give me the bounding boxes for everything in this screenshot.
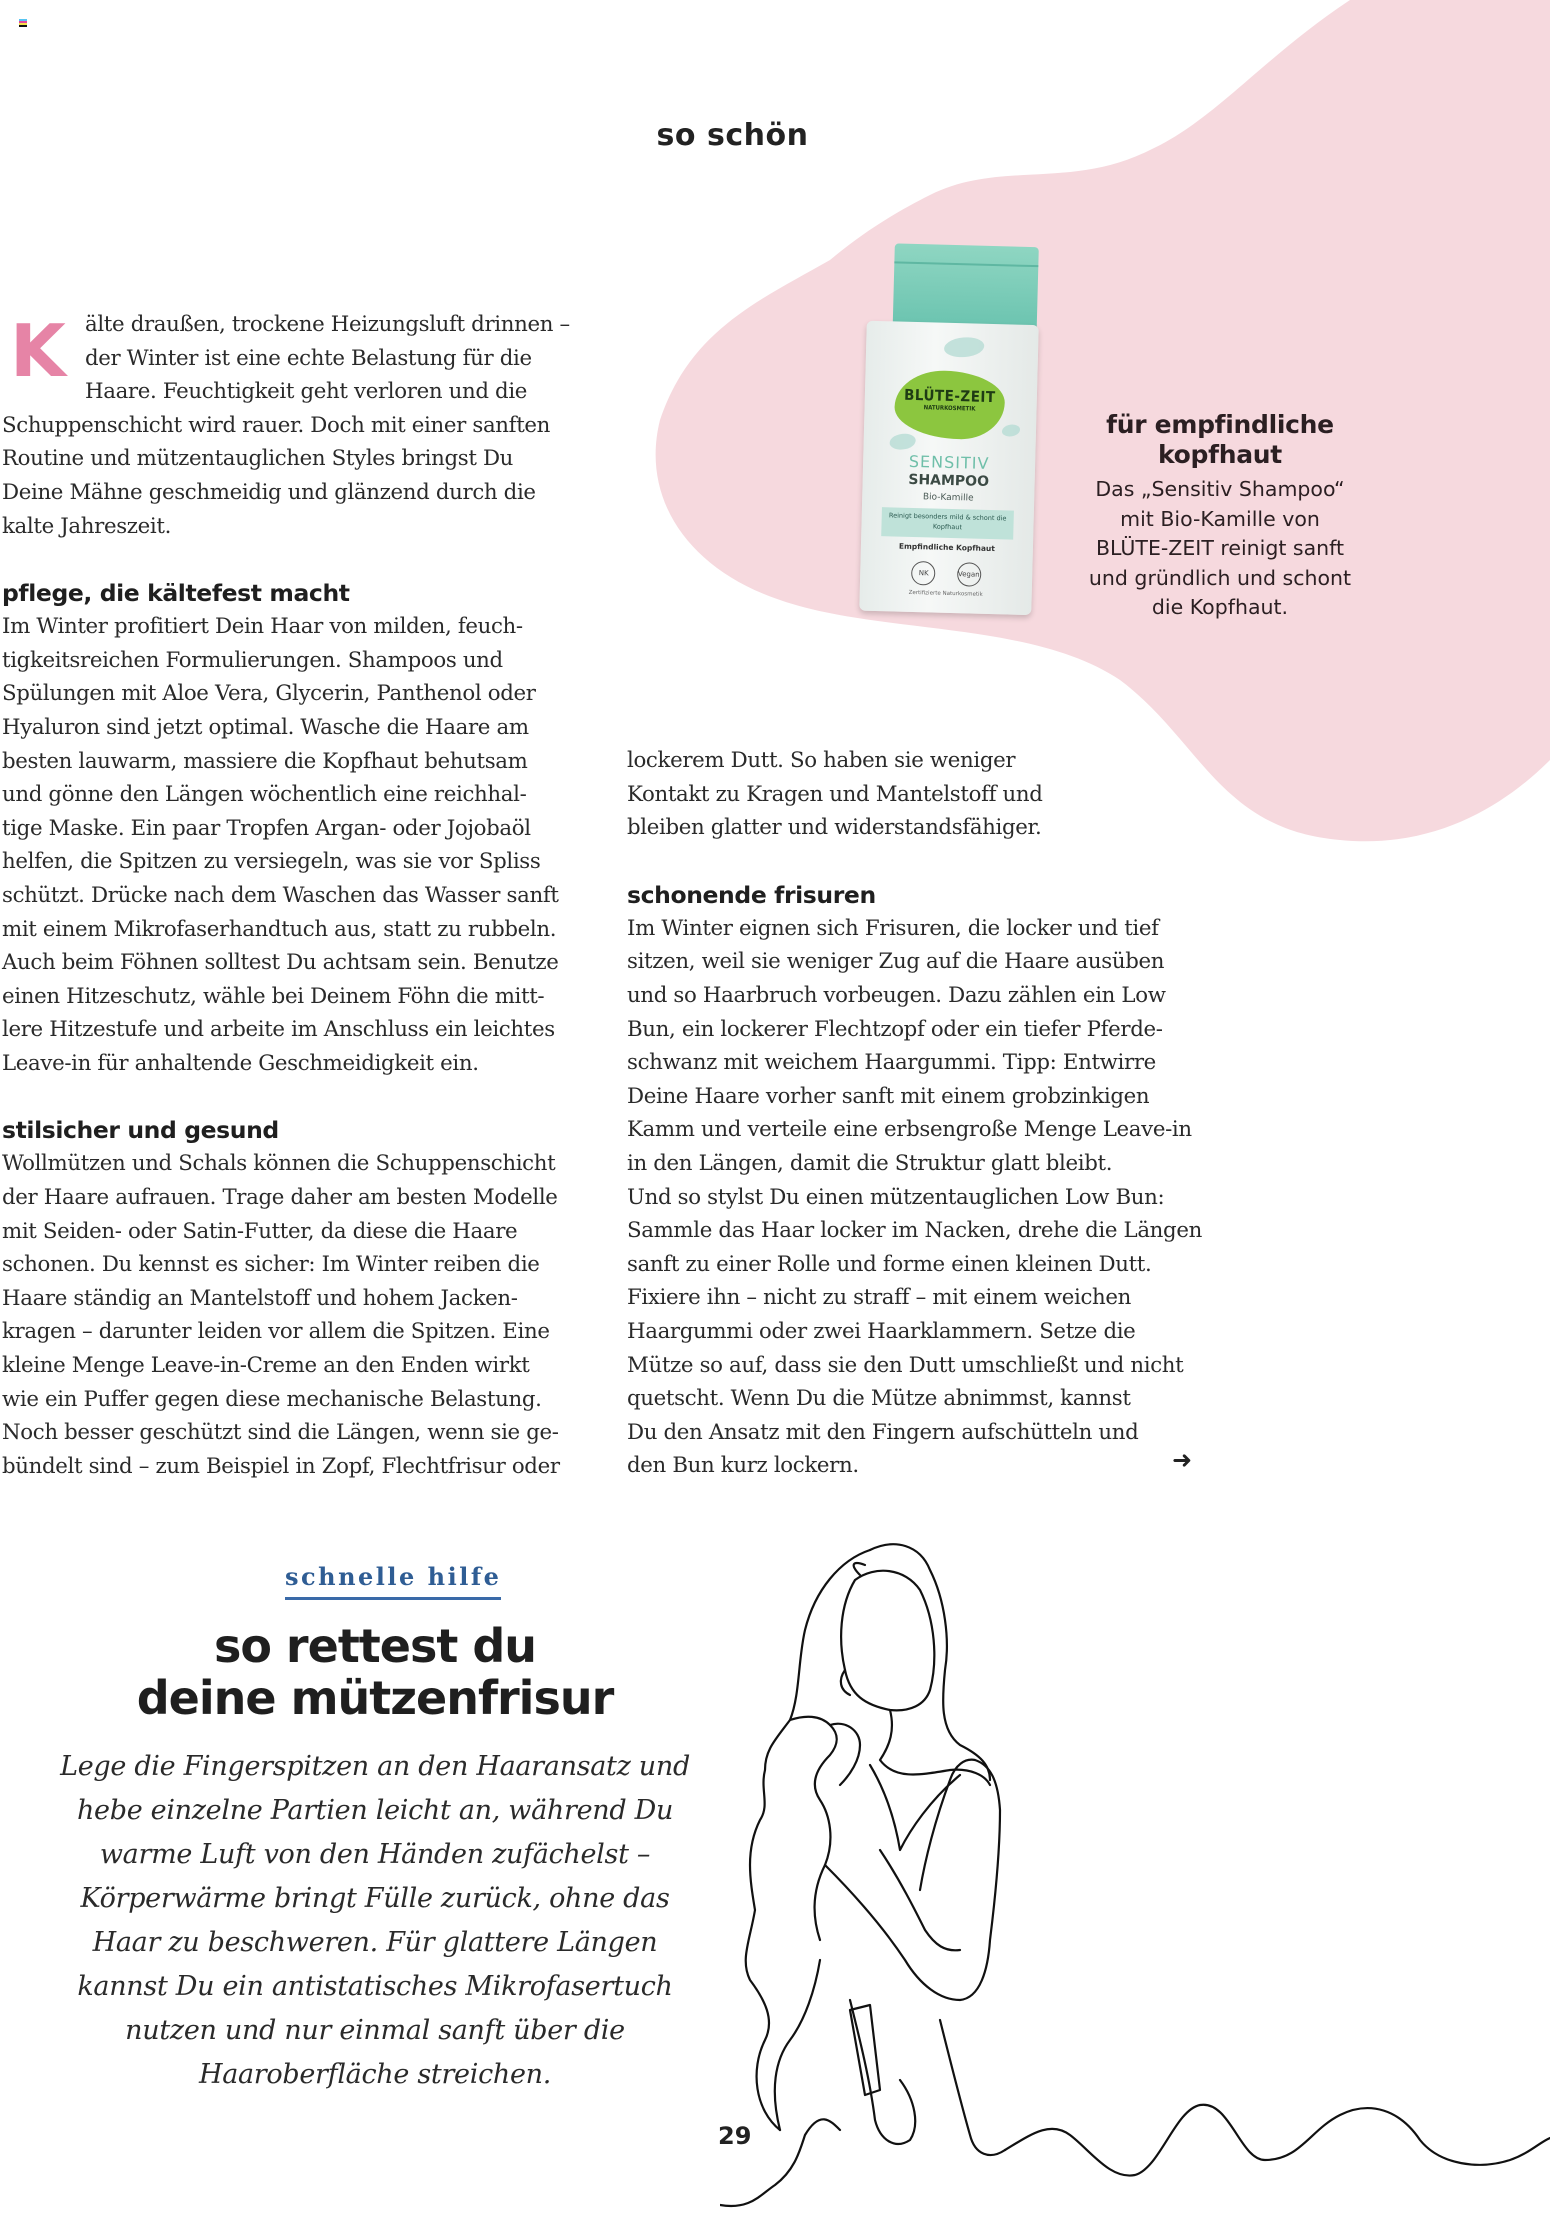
text-line: warme Luft von den Händen zufächelst –	[99, 1839, 651, 1870]
text-line: tigkeitsreichen Formulierungen. Shampoos und	[2, 647, 503, 673]
text-line: lere Hitzestufe und arbeite im Anschluss ein leichtes	[2, 1017, 555, 1043]
text-line: nutzen und nur einmal sanft über die	[125, 2015, 625, 2046]
text-line: in den Längen, damit die Struktur glatt bleibt.	[627, 1150, 1113, 1176]
text-line: Bun, ein lockerer Flechtzopf oder ein tiefer Pferde-	[627, 1016, 1163, 1042]
text-line: Kontakt zu Kragen und Mantelstoff und	[627, 781, 1043, 807]
text-line: Du den Ansatz mit den Fingern aufschütteln und	[627, 1419, 1139, 1445]
text-line: Kamm und verteile eine erbsengroße Menge Leave-in	[627, 1117, 1192, 1143]
section-paragraph	[2, 610, 592, 1080]
intro-paragraph	[2, 308, 592, 543]
page-number: 29	[718, 2122, 752, 2150]
woman-line-art-illustration	[720, 1520, 1550, 2213]
section-heading: schonende frisuren	[627, 880, 876, 909]
product-image-shampoo-bottle	[853, 243, 1053, 618]
text-line: kragen – darunter leiden vor allem die Spitzen. Eine	[2, 1319, 550, 1345]
section-paragraph	[2, 1147, 592, 1483]
brand-logo	[894, 369, 1006, 440]
product-claim: Empfindliche Kopfhaut	[898, 541, 996, 554]
article-column-left	[2, 308, 592, 1483]
text-line: und so Haarbruch vorbeugen. Dazu zählen ein Low	[627, 982, 1166, 1008]
text-line: Routine und mützentauglichen Styles bringst Du	[2, 446, 514, 472]
text-line: sanft zu einer Rolle und forme einen kleinen Dutt.	[627, 1251, 1152, 1277]
text-line: wie ein Puffer gegen diese mechanische Belastung.	[2, 1386, 542, 1412]
text-line: schwanz mit weichem Haargummi. Tipp: Entwirre	[627, 1050, 1156, 1076]
text-line: lockerem Dutt. So haben sie weniger	[627, 748, 1016, 773]
text-line: Noch besser geschützt sind die Längen, wenn sie ge-	[2, 1420, 559, 1446]
text-line: mit Bio-Kamille von	[1120, 506, 1320, 531]
leaf-icon	[1002, 424, 1020, 436]
product-line2: SHAMPOO	[908, 471, 990, 490]
text-line: mit Seiden- oder Satin-Futter, da diese die Haare	[2, 1218, 518, 1244]
text-line: der Winter ist eine echte Belastung für die	[85, 345, 532, 371]
text-line: Haare. Feuchtigkeit geht verloren und die	[85, 379, 528, 405]
text-line: bleiben glatter und widerstandsfähiger.	[627, 815, 1042, 841]
drop-cap: K	[10, 309, 66, 393]
text-line: helfen, die Spitzen zu versiegeln, was sie vor Spliss	[2, 849, 541, 875]
text-line: hebe einzelne Partien leicht an, während Du	[76, 1795, 674, 1826]
text-line: sitzen, weil sie weniger Zug auf die Haare ausüben	[627, 949, 1165, 975]
title-line: deine mützenfrisur	[136, 1671, 614, 1725]
title-line: so rettest du	[213, 1619, 537, 1673]
text-line: schützt. Drücke nach dem Waschen das Wasser sanft	[2, 882, 559, 908]
tip-title	[70, 1620, 680, 1724]
product-variant: Bio-Kamille	[922, 492, 974, 504]
text-line: BLÜTE-ZEIT reinigt sanft	[1095, 536, 1345, 560]
article-column-right	[627, 744, 1217, 1483]
text-line: Haar zu beschweren. Für glattere Längen	[92, 1927, 658, 1958]
text-line: und gönne den Längen wöchentlich eine reichhal-	[2, 782, 527, 808]
text-line: Spülungen mit Aloe Vera, Glycerin, Panthenol oder	[2, 681, 536, 707]
text-line: tige Maske. Ein paar Tropfen Argan- oder Jojobaöl	[2, 815, 531, 841]
caption-title: für empfindliche	[1106, 410, 1334, 439]
text-line: Deine Haare vorher sanft mit einem grobzinkigen	[627, 1083, 1150, 1109]
section-heading: stilsicher und gesund	[2, 1116, 279, 1145]
product-line1: SENSITIV	[908, 451, 990, 473]
text-line: Schuppenschicht wird rauer. Doch mit einer sanften	[2, 412, 551, 438]
text-line: Mütze so auf, dass sie den Dutt umschließt und nicht	[627, 1352, 1184, 1378]
bottle-body	[859, 321, 1039, 615]
text-line: quetscht. Wenn Du die Mütze abnimmst, kannst	[627, 1386, 1131, 1412]
section-label: so schön	[656, 118, 809, 153]
product-certified: Zertifizierte Naturkosmetik	[908, 589, 983, 598]
section-paragraph-continued	[627, 744, 1217, 845]
product-caption	[1055, 410, 1385, 623]
vegan-seal-icon: Vegan	[956, 562, 981, 587]
text-line: Sammle das Haar locker im Nacken, drehe die Längen	[627, 1218, 1202, 1244]
text-line: der Haare aufrauen. Trage daher am besten Modelle	[2, 1185, 558, 1211]
tip-body	[30, 1745, 720, 2097]
text-line: Wollmützen und Schals können die Schuppenschicht	[2, 1151, 556, 1177]
text-line: bündelt sind – zum Beispiel in Zopf, Flechtfrisur oder	[2, 1453, 560, 1479]
product-band: Reinigt besonders mild & schont die Kopfhaut	[881, 507, 1014, 539]
bottle-cap	[893, 243, 1039, 327]
text-line: Das „Sensitiv Shampoo“	[1095, 477, 1345, 501]
caption-title: kopfhaut	[1158, 440, 1282, 469]
text-line: den Bun kurz lockern.	[627, 1453, 859, 1479]
text-line: Lege die Fingerspitzen an den Haaransatz und	[60, 1751, 690, 1782]
leaf-icon	[944, 337, 985, 358]
text-line: Körperwärme bringt Fülle zurück, ohne das	[80, 1883, 670, 1914]
text-line: Und so stylst Du einen mützentauglichen Low Bun:	[627, 1184, 1165, 1210]
section-paragraph	[627, 912, 1217, 1483]
text-line: besten lauwarm, massiere die Kopfhaut behutsam	[2, 748, 528, 774]
section-heading: pflege, die kältefest macht	[2, 579, 350, 608]
text-line: einen Hitzeschutz, wähle bei Deinem Föhn die mitt-	[2, 983, 545, 1009]
natural-cosmetics-seal-icon: NK	[911, 561, 936, 586]
caption-text	[1055, 475, 1385, 623]
text-line: kleine Menge Leave-in-Creme an den Enden wirkt	[2, 1353, 530, 1379]
text-line: Auch beim Föhnen solltest Du achtsam sein. Benutze	[2, 950, 559, 976]
text-line: Im Winter eignen sich Frisuren, die locker und tief	[627, 915, 1159, 941]
text-line: kalte Jahreszeit.	[2, 513, 172, 539]
text-line: Haargummi oder zwei Haarklammern. Setze die	[627, 1318, 1136, 1344]
text-line: und gründlich und schont	[1088, 565, 1352, 590]
text-line: Hyaluron sind jetzt optimal. Wasche die Haare am	[2, 714, 529, 740]
text-line: älte draußen, trockene Heizungsluft drinnen –	[85, 312, 570, 337]
leaf-icon	[889, 433, 915, 450]
text-line: Fixiere ihn – nicht zu straff – mit einem weichen	[627, 1285, 1132, 1311]
tip-kicker: schnelle hilfe	[285, 1562, 501, 1600]
text-line: mit einem Mikrofaserhandtuch aus, statt zu rubbeln.	[2, 916, 557, 942]
text-line: Haare ständig an Mantelstoff und hohem Jacken-	[2, 1285, 518, 1311]
text-line: Deine Mähne geschmeidig und glänzend durch die	[2, 479, 536, 505]
text-line: Leave-in für anhaltende Geschmeidigkeit ein.	[2, 1050, 479, 1076]
brand-subtitle: NATURKOSMETIK	[923, 404, 976, 413]
arrow-right-icon: ➜	[1172, 1446, 1193, 1474]
text-line: schonen. Du kennst es sicher: Im Winter reiben die	[2, 1252, 540, 1278]
brand-name: BLÜTE-ZEIT	[903, 385, 996, 407]
text-line: Haaroberfläche streichen.	[198, 2059, 552, 2090]
text-line: kannst Du ein antistatisches Mikrofasertuch	[77, 1971, 673, 2002]
text-line: Im Winter profitiert Dein Haar von milden, feuch-	[2, 614, 523, 640]
certification-seals	[860, 559, 1033, 588]
text-line: die Kopfhaut.	[1151, 595, 1289, 619]
